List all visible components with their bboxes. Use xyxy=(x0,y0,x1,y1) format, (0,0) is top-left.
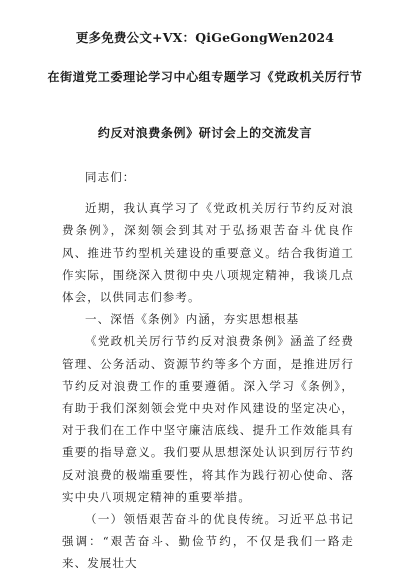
greeting: 同志们： xyxy=(85,170,136,184)
paragraph-subsection-1: （一）领悟艰苦奋斗的优良传统。习近平总书记强调：“艰苦奋斗、勤俭节约，不仅是我们一路走来、发展壮大 xyxy=(62,512,354,571)
section-heading-1: 一、深悟《条例》内涵，夯实思想根基 xyxy=(85,312,300,327)
document-title-line-1: 在街道党工委理论学习中心组专题学习《党政机关厉行节 xyxy=(47,70,363,84)
paragraph-intro: 近期，我认真学习了《党政机关厉行节约反对浪费条例》，深刻领会到其对于弘扬艰苦奋斗优良作风、推进节约型机关建设的重要意义。结合我街道工作实际，围绕深入贯彻中央八项规定精神，我谈几点体会，以供同志们参考。 xyxy=(62,201,354,305)
promo-banner: 更多免费公文+VX：QiGeGongWen2024 xyxy=(75,30,335,45)
paragraph-section-1: 《党政机关厉行节约反对浪费条例》涵盖了经费管理、公务活动、资源节约等多个方面，是推进厉行节约反对浪费工作的重要遵循。深入学习《条例》，有助于我们深刻领会党中央对作风建设的坚定决心，对于我们在工作中坚守廉洁底线、提升工作效能具有重要的指导意义。我们要从思想深处认识到厉行节约反对浪费的极端重要性，将其作为践行初心使命、落实中央八项规定精神的重要举措。 xyxy=(62,334,354,504)
document-title-line-2: 约反对浪费条例》研讨会上的交流发言 xyxy=(97,126,313,140)
document-body xyxy=(62,166,354,575)
